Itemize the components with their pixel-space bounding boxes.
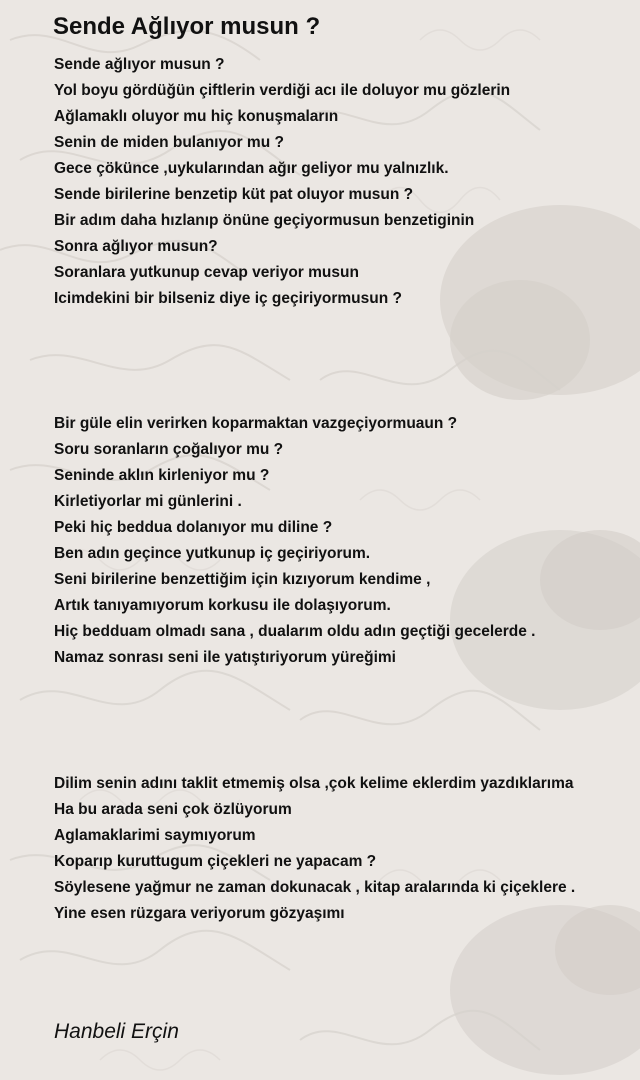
poem-line: Sende ağlıyor musun ?	[54, 56, 225, 73]
poem-line: Yine esen rüzgara veriyorum gözyaşımı	[54, 905, 345, 922]
poem-line: Senin de miden bulanıyor mu ?	[54, 134, 284, 151]
poem-line: Dilim senin adını taklit etmemiş olsa ,çok kelime eklerdim yazdıklarıma	[54, 775, 574, 792]
poem-line: Seninde aklın kirleniyor mu ?	[54, 467, 270, 484]
poem-line: Sende birilerine benzetip küt pat oluyor musun ?	[54, 186, 414, 203]
poem-author: Hanbeli Erçin	[54, 1020, 179, 1043]
poem-line: Seni birilerine benzettiğim için kızıyorum kendime ,	[54, 571, 431, 588]
poem-line: Namaz sonrası seni ile yatıştıriyorum yüreğimi	[54, 649, 396, 666]
poem-line: Kirletiyorlar mi günlerini .	[54, 493, 242, 510]
poem-line: Ağlamaklı oluyor mu hiç konuşmaların	[54, 108, 339, 125]
poem-line: Artık tanıyamıyorum korkusu ile dolaşıyorum.	[54, 597, 391, 614]
poem-line: Gece çökünce ,uykularından ağır geliyor mu yalnızlık.	[54, 160, 449, 177]
poem-line: Aglamaklarimi saymıyorum	[54, 827, 256, 844]
poem-line: Ha bu arada seni çok özlüyorum	[54, 801, 292, 818]
poem-stanza-1	[54, 52, 510, 312]
poem-line: Ben adın geçince yutkunup iç geçiriyorum.	[54, 545, 371, 562]
poem-line: Koparıp kuruttugum çiçekleri ne yapacam ?	[54, 853, 377, 870]
poem-line: Soru soranların çoğalıyor mu ?	[54, 441, 284, 458]
poem-stanza-2	[54, 411, 535, 671]
poem-line: Bir adım daha hızlanıp önüne geçiyormusun benzetiginin	[54, 212, 475, 229]
poem-stanza-3	[54, 771, 575, 927]
poem-line: Icimdekini bir bilseniz diye iç geçiriyormusun ?	[54, 290, 402, 307]
poem-line: Peki hiç beddua dolanıyor mu diline ?	[54, 519, 333, 536]
poem-line: Sonra ağlıyor musun?	[54, 238, 218, 255]
poem-line: Bir güle elin verirken koparmaktan vazgeçiyormuaun ?	[54, 415, 458, 432]
poem-title: Sende Ağlıyor musun ?	[53, 13, 321, 40]
poem-line: Söylesene yağmur ne zaman dokunacak , kitap aralarında ki çiçeklere .	[54, 879, 576, 896]
poem-line: Yol boyu gördüğün çiftlerin verdiği acı ile doluyor mu gözlerin	[54, 82, 511, 99]
poem-line: Soranlara yutkunup cevap veriyor musun	[54, 264, 359, 281]
poem-line: Hiç bedduam olmadı sana , dualarım oldu adın geçtiği gecelerde .	[54, 623, 536, 640]
